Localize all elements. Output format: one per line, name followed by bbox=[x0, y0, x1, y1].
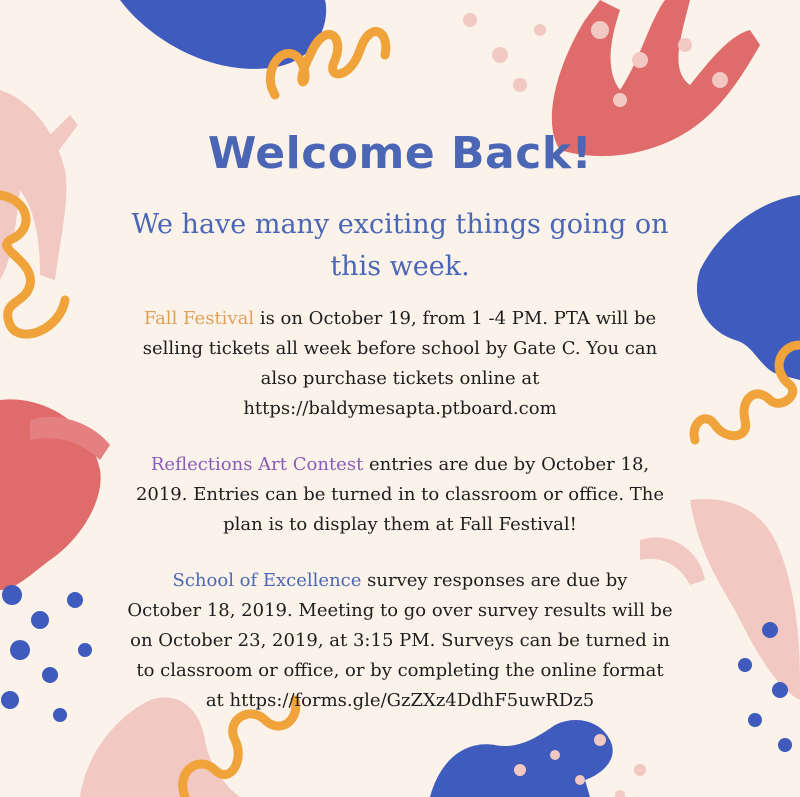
announcement-text: 2019. Entries can be turned in to classroom or office. The bbox=[135, 484, 665, 505]
page-title: Welcome Back! bbox=[207, 128, 593, 179]
subtitle-line: We have many exciting things going on bbox=[131, 209, 669, 240]
subtitle bbox=[70, 204, 730, 288]
announcement-text: plan is to display them at Fall Festival! bbox=[223, 514, 577, 535]
fall-festival-highlight: Fall Festival bbox=[143, 308, 255, 329]
announcement-text: survey responses are due by bbox=[361, 570, 628, 591]
reflections-announcement bbox=[80, 450, 720, 540]
announcement-text: on October 23, 2019, at 3:15 PM. Surveys can be turned in bbox=[130, 630, 670, 651]
announcement-text: selling tickets all week before school by Gate C. You can bbox=[142, 338, 658, 359]
announcement-text: is on October 19, from 1 -4 PM. PTA will be bbox=[254, 308, 657, 329]
school-of-excellence-announcement bbox=[80, 566, 720, 716]
fall-festival-announcement bbox=[80, 304, 720, 424]
subtitle-line: this week. bbox=[330, 251, 470, 282]
announcement-text: also purchase tickets online at bbox=[260, 368, 540, 389]
reflections-highlight: Reflections Art Contest bbox=[150, 454, 364, 475]
announcement-text: October 18, 2019. Meeting to go over survey results will be bbox=[127, 600, 673, 621]
announcement-text: to classroom or office, or by completing the online format bbox=[136, 660, 664, 681]
school-of-excellence-highlight: School of Excellence bbox=[172, 570, 362, 591]
survey-url-link[interactable]: at https://forms.gle/GzZXz4DdhF5uwRDz5 bbox=[205, 690, 595, 711]
pta-url-link[interactable]: https://baldymesapta.ptboard.com bbox=[243, 398, 557, 419]
announcement-text: entries are due by October 18, bbox=[363, 454, 650, 475]
